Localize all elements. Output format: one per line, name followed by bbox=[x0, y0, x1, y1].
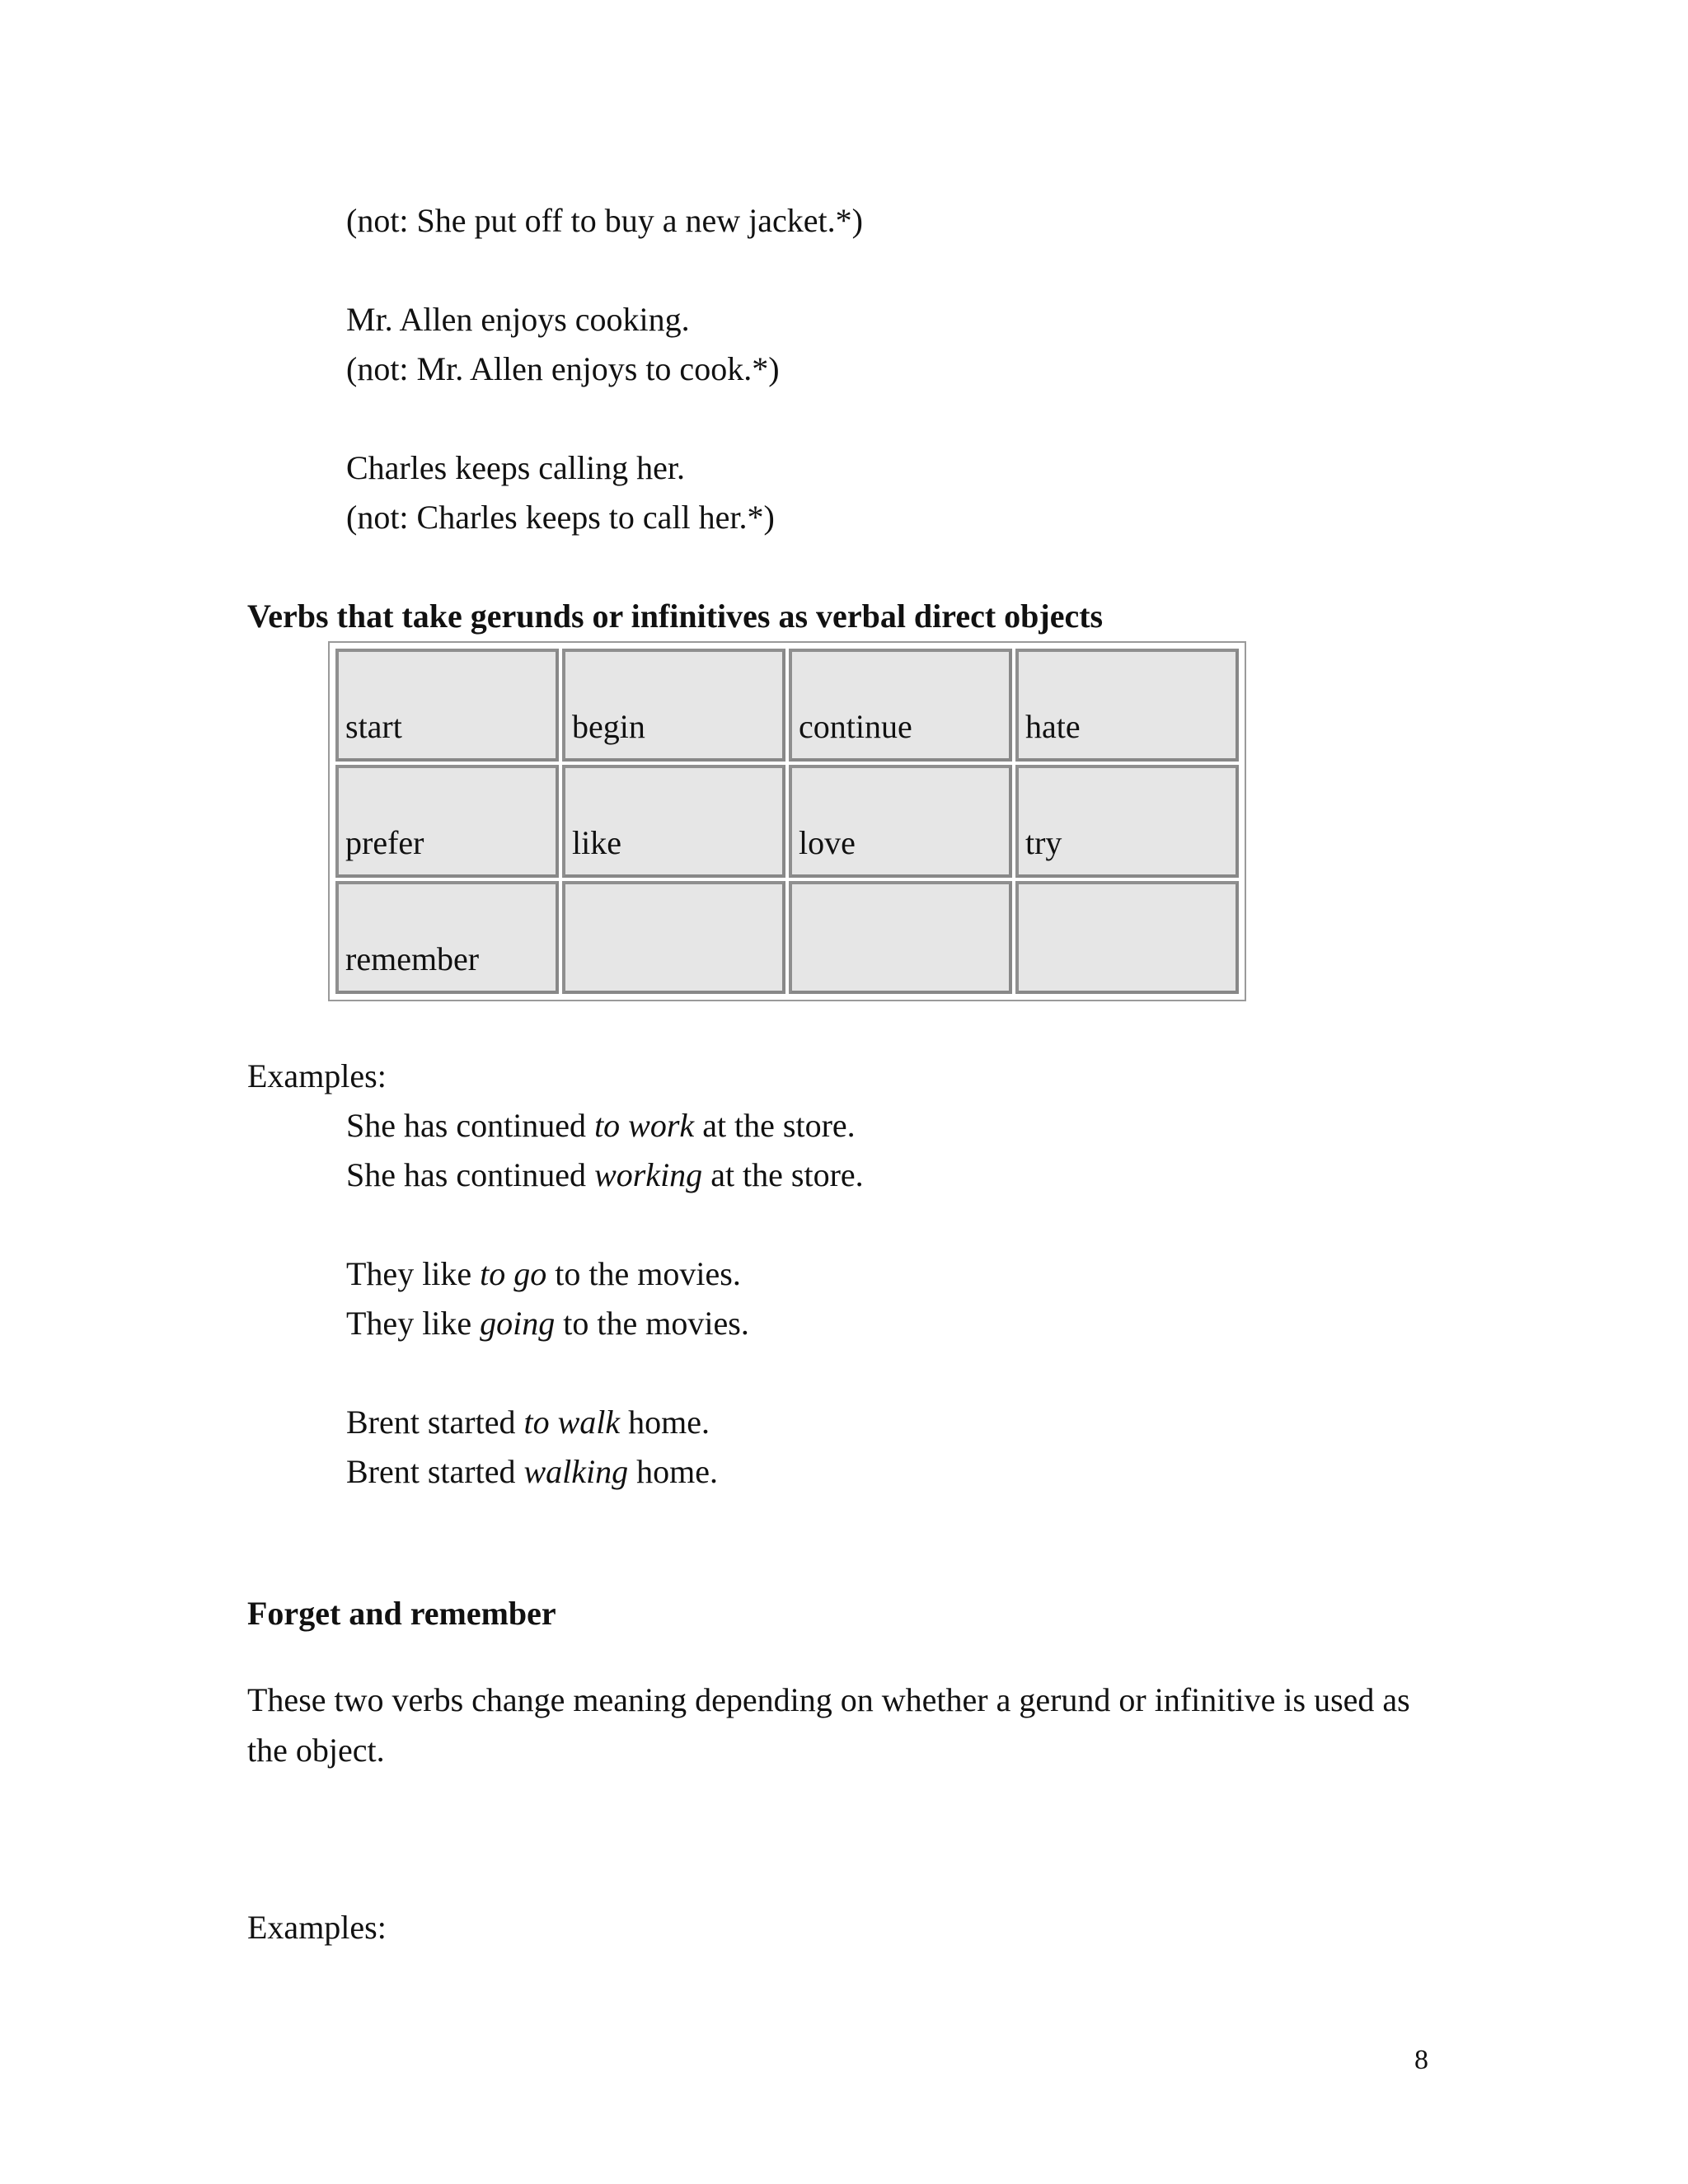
table-row bbox=[335, 765, 1239, 878]
example-italic-verb: working bbox=[594, 1156, 703, 1193]
example-text: to the movies. bbox=[546, 1255, 741, 1292]
table-cell: like bbox=[562, 765, 785, 878]
example-negative-call: (not: Charles keeps to call her.*) bbox=[346, 499, 775, 536]
example-negative-jacket: (not: She put off to buy a new jacket.*) bbox=[346, 202, 863, 239]
example-text: They like bbox=[346, 1255, 481, 1292]
table-cell: start bbox=[335, 649, 559, 762]
verb-table bbox=[328, 641, 1246, 1001]
example-italic-verb: to walk bbox=[523, 1404, 621, 1441]
example-text: at the store. bbox=[702, 1156, 864, 1193]
example-line bbox=[346, 1452, 718, 1492]
table-cell bbox=[1015, 881, 1239, 994]
example-italic-verb: to work bbox=[594, 1107, 695, 1144]
table-cell: remember bbox=[335, 881, 559, 994]
example-text: home. bbox=[628, 1453, 719, 1490]
example-line bbox=[346, 1155, 864, 1195]
example-text: Brent started bbox=[346, 1453, 524, 1490]
table-cell: try bbox=[1015, 765, 1239, 878]
table-cell: prefer bbox=[335, 765, 559, 878]
example-text: She has continued bbox=[346, 1107, 595, 1144]
example-keeps-calling: Charles keeps calling her. bbox=[346, 449, 685, 486]
example-text: Brent started bbox=[346, 1404, 524, 1441]
example-text: to the movies. bbox=[555, 1305, 749, 1342]
example-text: They like bbox=[346, 1305, 481, 1342]
section-paragraph: These two verbs change meaning depending on whether a gerund or infinitive is used as the object. bbox=[247, 1681, 1410, 1769]
table-cell: continue bbox=[789, 649, 1012, 762]
page-number: 8 bbox=[1414, 2045, 1428, 2075]
section-heading-forget-remember: Forget and remember bbox=[247, 1595, 556, 1632]
example-text: She has continued bbox=[346, 1156, 595, 1193]
table-cell: begin bbox=[562, 649, 785, 762]
table-row bbox=[335, 881, 1239, 994]
section-heading-gerunds-infinitives: Verbs that take gerunds or infinitives as verbal direct objects bbox=[247, 598, 1104, 635]
example-italic-verb: going bbox=[480, 1305, 556, 1342]
example-italic-verb: to go bbox=[480, 1255, 547, 1292]
example-line bbox=[346, 1403, 710, 1442]
table-cell bbox=[789, 881, 1012, 994]
example-enjoys-cooking: Mr. Allen enjoys cooking. bbox=[346, 301, 690, 338]
table-cell: hate bbox=[1015, 649, 1239, 762]
example-italic-verb: walking bbox=[523, 1453, 629, 1490]
example-text: home. bbox=[620, 1404, 710, 1441]
example-line bbox=[346, 1304, 749, 1343]
example-text: at the store. bbox=[694, 1107, 856, 1144]
verb-table-grid bbox=[332, 645, 1242, 997]
example-line bbox=[346, 1106, 856, 1146]
examples-label: Examples: bbox=[247, 1909, 387, 1946]
table-cell bbox=[562, 881, 785, 994]
table-cell: love bbox=[789, 765, 1012, 878]
example-negative-cook: (not: Mr. Allen enjoys to cook.*) bbox=[346, 350, 780, 387]
example-line bbox=[346, 1254, 741, 1294]
table-row bbox=[335, 649, 1239, 762]
examples-label: Examples: bbox=[247, 1057, 387, 1094]
